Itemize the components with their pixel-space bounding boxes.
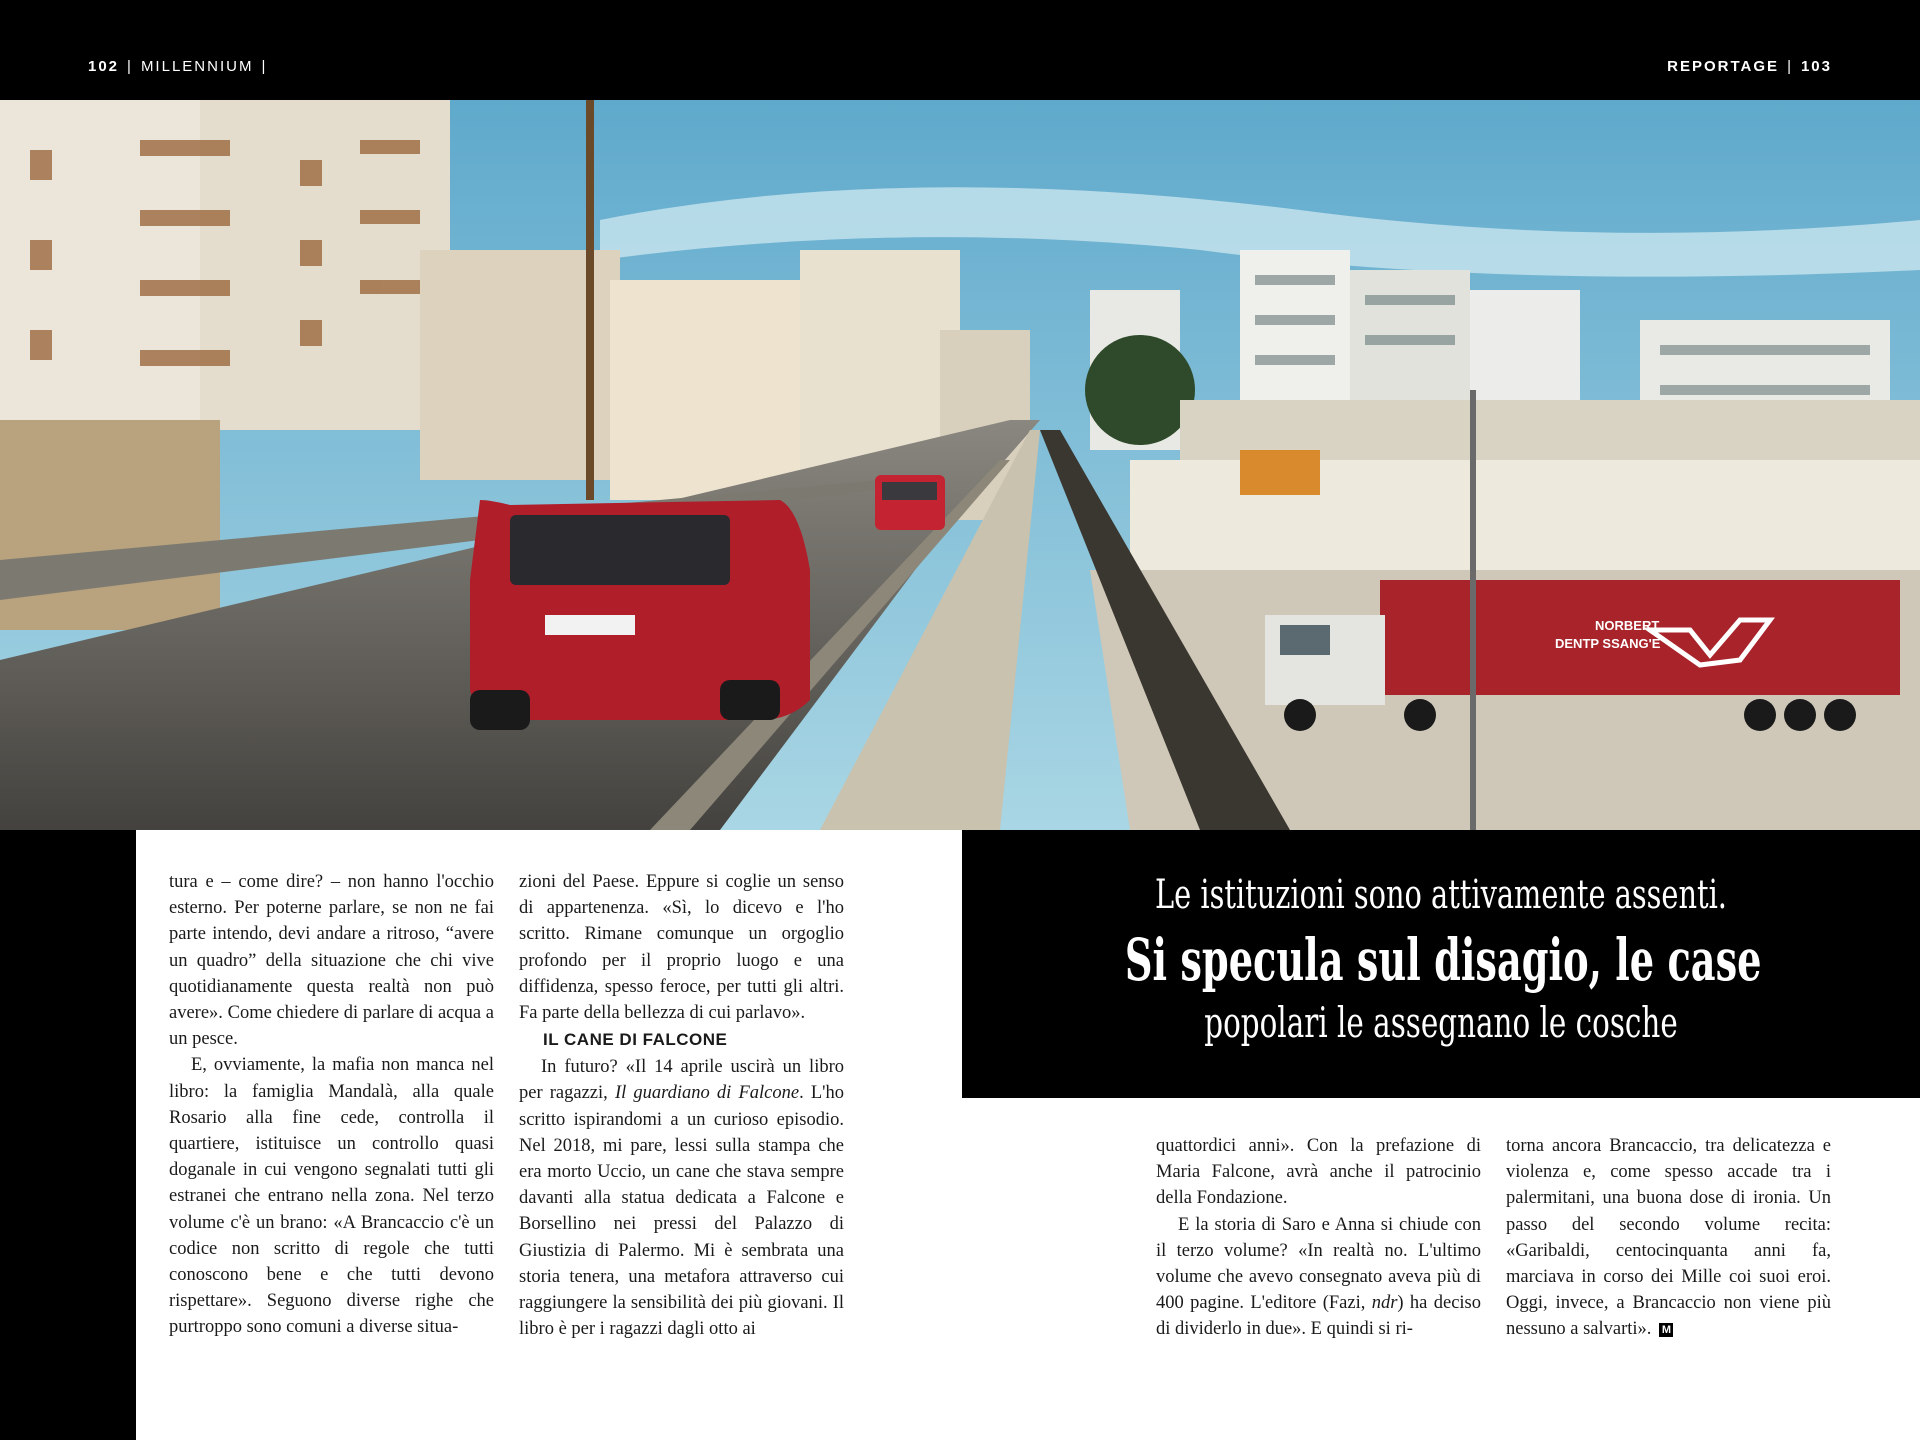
lamp-post bbox=[1470, 390, 1476, 830]
paragraph bbox=[519, 1054, 844, 1342]
street-photo bbox=[0, 100, 1920, 830]
section-subhead: IL CANE DI FALCONE bbox=[543, 1030, 728, 1050]
paragraph bbox=[1506, 1133, 1831, 1343]
paragraph: zioni del Paese. Eppure si coglie un senso di appartenenza. «Sì, lo dicevo e l'ho scritto. Rimane comunque un orgoglio profondo per il proprio luogo e una diffidenza, spesso feroce, per tutti gli altri. Fa parte della bellezza di cui parlavo». bbox=[519, 872, 844, 1024]
paragraph: E, ovviamente, la mafia non manca nel libro: la famiglia Mandalà, alla quale Rosario alla fine cede, controlla il quartiere, istituisce un controllo quasi doganale in cui vengono segnalati tutti gli estranei che entrano nella zona. Nel terzo volume c'è un brano: «A Brancaccio c'è un codice non scritto di regole che tutti conoscono bene e che tutti devono rispettare». Seguono diverse righe che purtroppo sono comuni a diverse situa- bbox=[169, 1055, 494, 1338]
folio-separator: | bbox=[261, 58, 268, 75]
left-page-number: 102 bbox=[88, 58, 120, 75]
folio-separator: | bbox=[127, 58, 133, 75]
paragraph-text: torna ancora Brancaccio, tra delicatezza e violenza e, come spesso accade tra i palermitani, una buona dose di ironia. Un passo del secondo volume recita: «Garibaldi, centocinquanta anni fa, marciava in corso dei Mille coi suoi eroi. Oggi, invece, a Brancaccio non viene più nessuno a salvarti». bbox=[1506, 1136, 1831, 1340]
folio-separator: | bbox=[1787, 58, 1793, 75]
warehouse-orange bbox=[1240, 450, 1320, 495]
truck-text-2: DENTP SSANG'E bbox=[1555, 636, 1661, 651]
left-folio bbox=[88, 58, 275, 75]
pull-quote bbox=[962, 830, 1920, 1098]
paragraph bbox=[1156, 1212, 1481, 1343]
paragraph: tura e – come dire? – non hanno l'occhio esterno. Per poterne parlare, se non ne fai parte intendo, devi andare a ritroso, “avere un quadro” della situazione che chi vive quotidianamente questa realtà non può avere». Come chiedere di parlare di acqua a un pesce. bbox=[169, 872, 494, 1050]
red-car-front bbox=[470, 500, 810, 730]
right-page-number: 103 bbox=[1800, 58, 1832, 75]
street-photo-illustration bbox=[0, 100, 1920, 830]
book-title: Il guardiano di Falcone bbox=[614, 1083, 800, 1104]
section-name: REPORTAGE bbox=[1667, 58, 1780, 75]
end-mark-icon: M bbox=[1659, 1323, 1673, 1337]
truck-text-1: NORBERT bbox=[1595, 618, 1660, 633]
magazine-name: MILLENNIUM bbox=[140, 58, 254, 75]
trees bbox=[1085, 335, 1195, 445]
editor-note: ndr bbox=[1371, 1293, 1398, 1314]
paragraph-text: . L'ho scritto ispirandomi a un curioso episodio. Nel 2018, mi pare, lessi sulla stampa che era morto Uccio, un cane che stava sempre davanti alla statua dedicata a Falcone e Borsellino nei pressi del Palazzo di Giustizia di Palermo. Mi è sembrata una storia tenera, una metafora attraverso cui raggiungere la sensibilità dei più giovani. Il libro è per i ragazzi dagli otto ai bbox=[519, 1083, 844, 1340]
paragraph-text: ) ha deciso di dividerlo in due». E quindi si ri- bbox=[1156, 1293, 1481, 1340]
paragraph-text: In futuro? «Il 14 aprile uscirà un libro per ragazzi, bbox=[519, 1057, 844, 1104]
article-column-2 bbox=[519, 869, 844, 1342]
pull-quote-line-3: popolari le assegnano le cosche bbox=[1204, 998, 1678, 1047]
paragraph-text: E la storia di Saro e Anna si chiude con il terzo volume? «In realtà no. L'ultimo volume che avevo consegnato aveva più di 400 pagine. L'editore (Fazi, bbox=[1156, 1214, 1481, 1314]
right-folio bbox=[1667, 58, 1832, 75]
article-column-1 bbox=[169, 869, 494, 1341]
article-column-3 bbox=[1156, 1133, 1481, 1343]
pull-quote-line-2: Si specula sul disagio, le case bbox=[1124, 926, 1762, 994]
pull-quote-line-1: Le istituzioni sono attivamente assenti. bbox=[1155, 872, 1727, 918]
red-car-far bbox=[875, 475, 945, 530]
article-column-4 bbox=[1506, 1133, 1831, 1343]
paragraph: quattordici anni». Con la prefazione di Maria Falcone, avrà anche il patrocinio della Fondazione. bbox=[1156, 1136, 1481, 1209]
page-header bbox=[0, 0, 1920, 100]
utility-pole bbox=[586, 100, 594, 500]
left-margin-strip bbox=[0, 830, 136, 1440]
wall-left bbox=[0, 420, 220, 630]
